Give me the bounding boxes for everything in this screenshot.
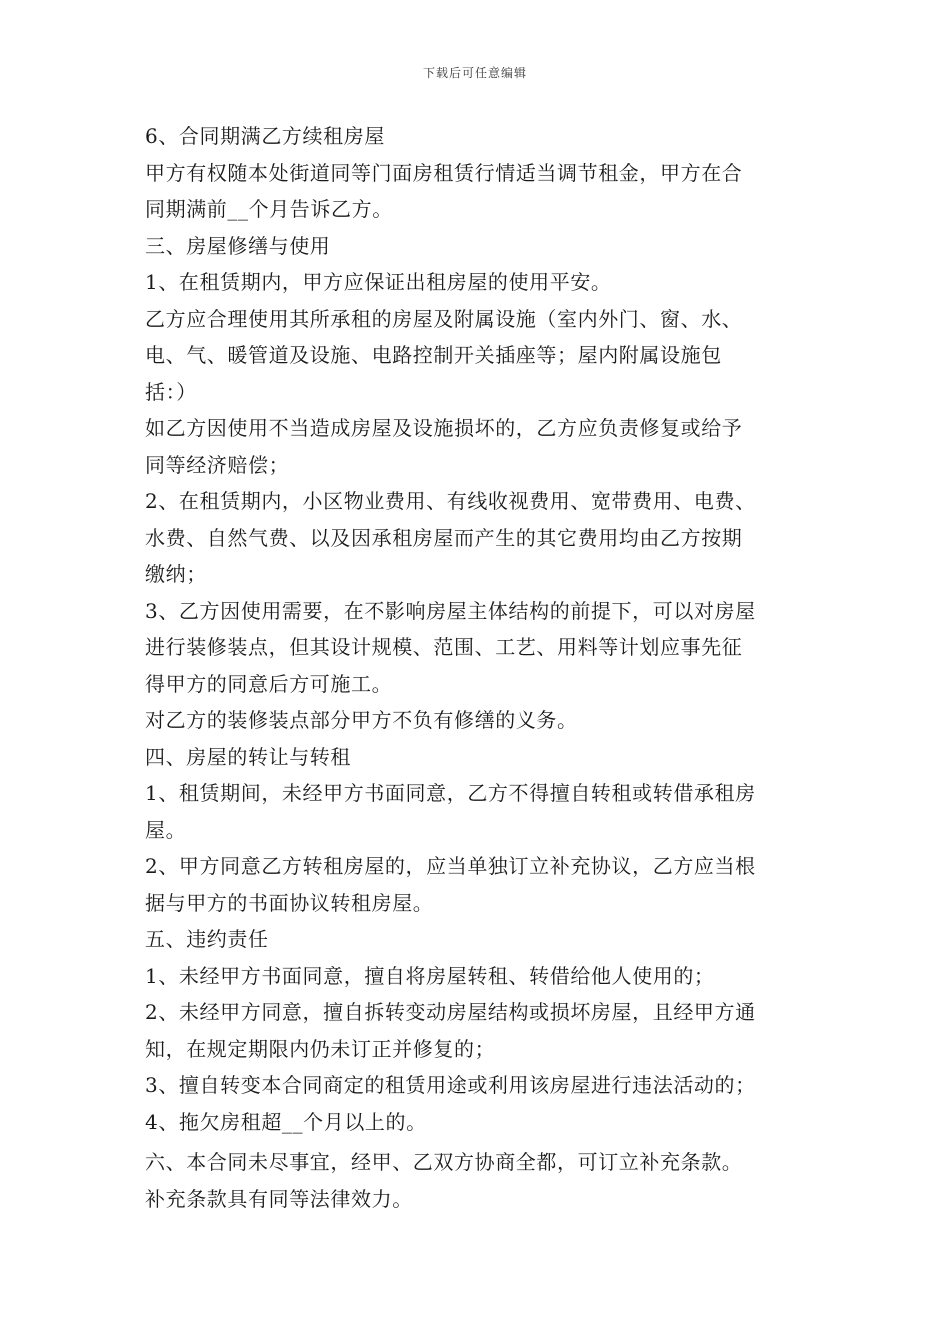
- page-header: 下载后可任意编辑: [422, 66, 527, 80]
- text-line: 进行装修装点，但其设计规模、范围、工艺、用料等计划应事先征: [145, 635, 743, 659]
- text-line: 电、气、暖管道及设施、电路控制开关插座等；屋内附属设施包: [145, 343, 722, 367]
- text-line: 知，在规定期限内仍未订正并修复的；: [145, 1036, 496, 1061]
- text-line: 甲方有权随本处街道同等门面房租赁行情适当调节租金，甲方在合: [145, 160, 743, 185]
- text-line: 3、擅自转变本合同商定的租赁用途或利用该房屋进行违法活动的；: [145, 1073, 756, 1097]
- text-line: 2、甲方同意乙方转租房屋的，应当单独订立补充协议，乙方应当根: [145, 854, 756, 878]
- section-heading: 四、房屋的转让与转租: [145, 744, 351, 769]
- section-heading: 三、房屋修缮与使用: [145, 233, 331, 258]
- text-line: 对乙方的装修装点部分甲方不负有修缮的义务。: [145, 708, 578, 732]
- text-line: 同等经济赔偿；: [145, 452, 290, 477]
- text-line: 1、在租赁期内，甲方应保证出租房屋的使用平安。: [145, 270, 612, 294]
- text-line: 2、在租赁期内，小区物业费用、有线收视费用、宽带费用、电费、: [145, 489, 756, 513]
- text-line: 补充条款具有同等法律效力。: [145, 1186, 413, 1211]
- text-line: 水费、自然气费、以及因承租房屋而产生的其它费用均由乙方按期: [145, 525, 743, 550]
- text-line: 4、拖欠房租超__个月以上的。: [145, 1109, 427, 1134]
- text-line: 如乙方因使用不当造成房屋及设施损坏的，乙方应负责修复或给予: [145, 416, 743, 440]
- document-body: [145, 118, 810, 1217]
- text-line: 1、未经甲方书面同意，擅自将房屋转租、转借给他人使用的；: [145, 963, 715, 988]
- text-line: 1、租赁期间，未经甲方书面同意，乙方不得擅自转租或转借承租房: [145, 781, 756, 805]
- text-line: 得甲方的同意后方可施工。: [145, 671, 393, 696]
- text-line: 据与甲方的书面协议转租房屋。: [145, 890, 434, 915]
- text-line: 屋。: [145, 817, 187, 842]
- text-line: 3、乙方因使用需要，在不影响房屋主体结构的前提下，可以对房屋: [145, 598, 756, 623]
- text-line: 括：）: [145, 379, 197, 404]
- text-line: 同期满前__个月告诉乙方。: [145, 197, 393, 221]
- text-line: 缴纳；: [145, 562, 207, 586]
- text-line: 2、未经甲方同意，擅自拆转变动房屋结构或损坏房屋，且经甲方通: [145, 1000, 756, 1024]
- text-line: 乙方应合理使用其所承租的房屋及附属设施（室内外门、窗、水、: [145, 306, 743, 331]
- section-heading: 六、本合同未尽事宜，经甲、乙双方协商全都，可订立补充条款。: [145, 1150, 743, 1174]
- text-line: 6、合同期满乙方续租房屋: [145, 124, 385, 148]
- section-heading: 五、违约责任: [145, 927, 269, 951]
